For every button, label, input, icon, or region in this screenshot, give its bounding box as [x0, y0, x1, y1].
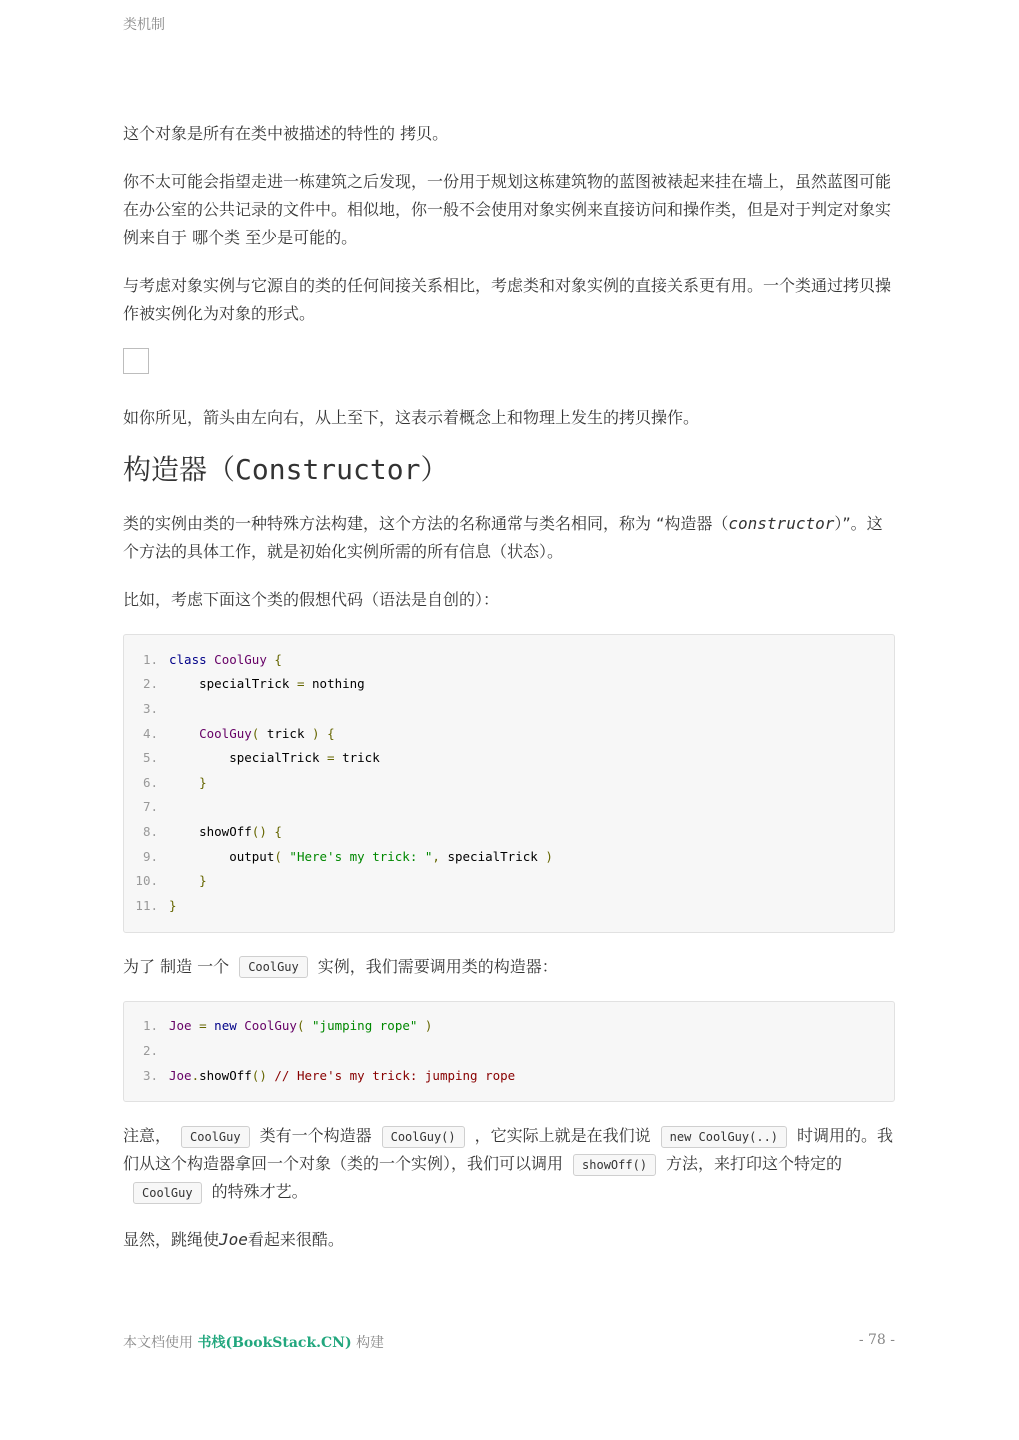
- code-token: "jumping rope": [312, 1018, 418, 1034]
- code-line: [124, 795, 894, 820]
- page-footer: [123, 1332, 895, 1352]
- code-block-usage: [123, 1001, 895, 1103]
- inline-code: CoolGuy: [181, 1126, 250, 1148]
- line-number: 8.: [142, 823, 158, 839]
- text-run: 看起来很酷。: [247, 1230, 344, 1250]
- italic-term: constructor: [728, 514, 835, 533]
- line-number: 1.: [142, 1018, 158, 1034]
- text-run: 注意，: [123, 1126, 172, 1146]
- line-number: 6.: [142, 774, 158, 790]
- heading-cn-open: 构造器（: [123, 453, 236, 486]
- paragraph-arrows: 如你所见，箭头由左向右，从上至下，这表示着概念上和物理上发生的拷贝操作。: [123, 408, 700, 427]
- code-token: Joe: [169, 1018, 192, 1034]
- text-run: 类的实例由类的一种特殊方法构建，这个方法的名称通常与类名相同，称为 “构造器（: [123, 514, 729, 533]
- line-number: 9.: [142, 848, 158, 864]
- running-header: 类机制: [123, 17, 165, 33]
- text-run: ，它实际上就是在我们说: [474, 1126, 651, 1146]
- paragraph-direct-relation: 与考虑对象实例与它源自的类的任何间接关系相比，考虑类和对象实例的直接关系更有用。一个类通过拷贝操作被实例化为对象的形式。: [123, 276, 892, 323]
- paragraph-pseudocode-intro: 比如，考虑下面这个类的假想代码（语法是自创的）：: [123, 590, 500, 609]
- text-run: 时调用的。我们从这个构造器拿回一个对象（类的一个实例），我们可以调用: [123, 1126, 894, 1174]
- heading-cn-close: ）: [420, 453, 449, 486]
- code-line: [124, 1063, 894, 1088]
- document-content: [123, 120, 895, 1274]
- code-line: [124, 672, 894, 697]
- text-run: ）”。这个方法的具体工作，就是初始化实例所需的所有信息（状态）。: [123, 514, 883, 561]
- code-token: nothing: [312, 676, 365, 692]
- code-token: class: [169, 651, 207, 667]
- footer-credit: [123, 1332, 384, 1352]
- code-token: {: [274, 651, 282, 667]
- inline-code: CoolGuy: [133, 1182, 202, 1204]
- code-token: (: [251, 725, 260, 741]
- text-run: 为了 制造 一个: [123, 956, 230, 976]
- code-token: specialTrick: [169, 676, 290, 692]
- code-token: }: [169, 873, 207, 889]
- code-token: trick: [342, 750, 380, 766]
- code-token: (: [274, 848, 282, 864]
- code-token: new: [214, 1018, 237, 1034]
- broken-image-icon: [123, 348, 149, 374]
- code-line: [124, 819, 894, 844]
- line-number: 1.: [142, 651, 158, 667]
- code-token: ): [424, 1018, 433, 1034]
- code-token: }: [169, 897, 177, 913]
- text-run: 类有一个构造器: [259, 1126, 372, 1146]
- code-token: =: [327, 750, 335, 766]
- line-number: 4.: [142, 725, 158, 741]
- code-token: ,: [432, 848, 440, 864]
- code-token: showOff: [169, 823, 252, 839]
- code-token: CoolGuy: [169, 725, 252, 741]
- code-token: specialTrick: [169, 750, 320, 766]
- code-token: // Here's my trick: jumping rope: [274, 1067, 516, 1083]
- inline-code: showOff(): [573, 1154, 656, 1176]
- paragraph-blueprint: 你不太可能会指望走进一栋建筑之后发现，一份用于规划这栋建筑物的蓝图被裱起来挂在墙上，虽然蓝图可能在办公室的公共记录的文件中。相似地，你一般不会使用对象实例来直接访问和操作类，但是对于判定对象实例来自于 哪个类 至少是可能的。: [123, 172, 892, 247]
- line-number: 11.: [135, 897, 158, 913]
- brand-link[interactable]: 书栈(BookStack.CN): [197, 1335, 352, 1351]
- italic-term: Joe: [219, 1230, 248, 1250]
- code-line: [124, 844, 894, 869]
- code-token: .: [191, 1067, 200, 1083]
- code-token: =: [296, 676, 305, 692]
- footer-prefix: 本文档使用: [123, 1335, 193, 1351]
- code-token: ) {: [312, 725, 335, 741]
- line-number: 7.: [142, 799, 158, 815]
- code-line: [124, 745, 894, 770]
- code-token: ): [545, 848, 553, 864]
- text-run: 实例，我们需要调用类的构造器：: [317, 956, 558, 976]
- line-number: 3.: [142, 1067, 158, 1083]
- inline-code: CoolGuy(): [382, 1126, 465, 1148]
- paragraph-conclusion: [123, 1226, 895, 1254]
- page-number: - 78 -: [858, 1332, 895, 1348]
- footer-suffix: 构建: [356, 1335, 385, 1351]
- code-token: CoolGuy: [214, 651, 267, 667]
- line-number: 2.: [142, 1042, 158, 1058]
- line-number: 5.: [142, 750, 158, 766]
- code-token: showOff: [199, 1067, 252, 1083]
- heading-en: Constructor: [235, 453, 421, 486]
- inline-code: CoolGuy: [239, 956, 308, 978]
- code-token: "Here's my trick: ": [289, 848, 433, 864]
- code-line: [124, 893, 894, 918]
- code-token: output: [169, 848, 275, 864]
- paragraph-notice: [123, 1122, 895, 1206]
- code-token: (): [251, 1067, 267, 1083]
- code-line: [124, 696, 894, 721]
- code-token: }: [169, 774, 207, 790]
- code-line: [124, 721, 894, 746]
- code-token: () {: [251, 823, 282, 839]
- text-run: 的特殊才艺。: [211, 1182, 308, 1202]
- paragraph-copy: 这个对象是所有在类中被描述的特性的 拷贝。: [123, 124, 449, 143]
- code-token: (: [296, 1018, 305, 1034]
- paragraph-instantiate: [123, 953, 895, 981]
- text-run: 显然，跳绳使: [123, 1230, 220, 1250]
- section-heading-constructor: [123, 452, 895, 488]
- code-token: CoolGuy: [244, 1018, 297, 1034]
- code-line: [124, 868, 894, 893]
- line-number: 2.: [142, 676, 158, 692]
- code-line: [124, 770, 894, 795]
- line-number: 3.: [142, 700, 158, 716]
- inline-code: new CoolGuy(..): [661, 1126, 787, 1148]
- code-block-class: [123, 634, 895, 933]
- text-run: 方法，来打印这个特定的: [666, 1154, 843, 1174]
- code-token: specialTrick: [439, 848, 546, 864]
- code-token: trick: [259, 725, 313, 741]
- code-token: =: [199, 1018, 207, 1034]
- paragraph-constructor-def: [123, 510, 895, 566]
- code-line: [124, 647, 894, 672]
- code-line: [124, 1038, 894, 1063]
- line-number: 10.: [135, 873, 158, 889]
- code-token: Joe: [169, 1067, 192, 1083]
- code-line: [124, 1014, 894, 1039]
